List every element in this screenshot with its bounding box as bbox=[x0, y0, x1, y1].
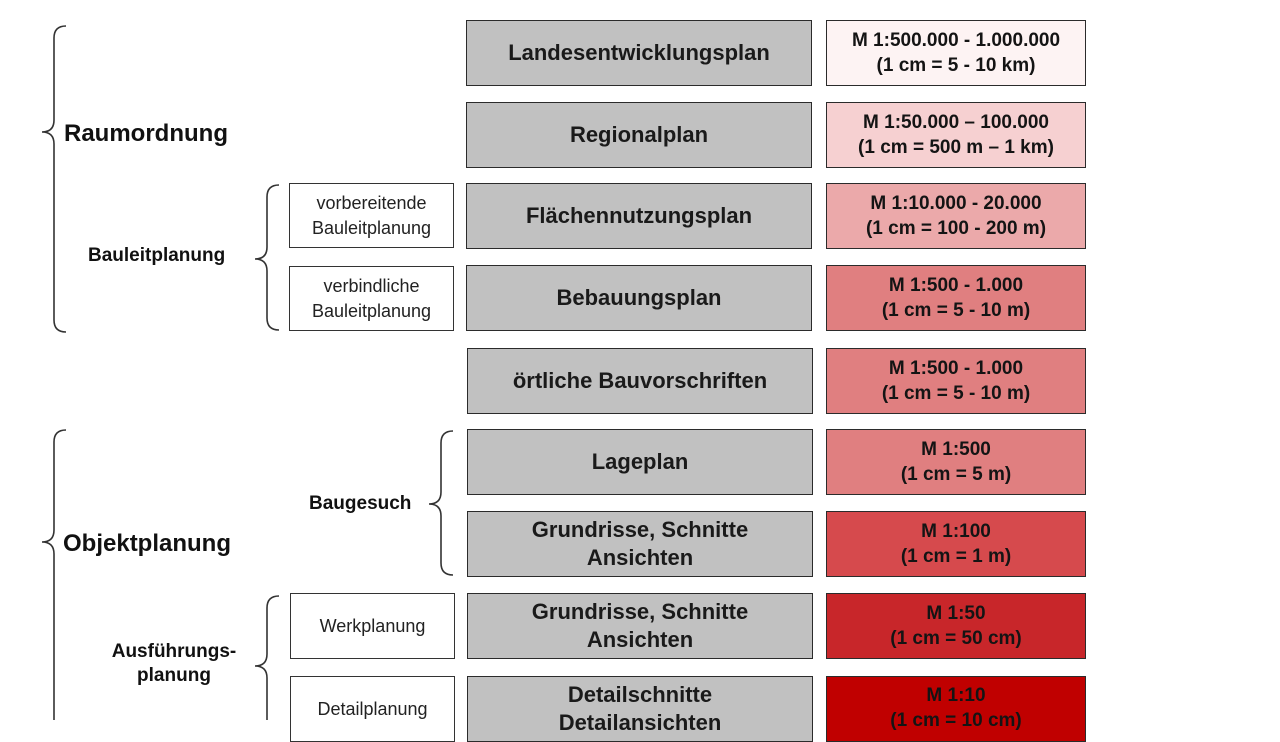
plan-box-flaechennutzungsplan: Flächennutzungsplan bbox=[466, 183, 812, 249]
vorbereitende-bauleitplanung-box: vorbereitende Bauleitplanung bbox=[289, 183, 454, 248]
scale-box-5: M 1:500 - 1.000 (1 cm = 5 - 10 m) bbox=[826, 348, 1086, 414]
ausfuehrungsplanung-brace bbox=[255, 596, 279, 720]
baugesuch-label: Baugesuch bbox=[309, 493, 412, 514]
scale-box-4: M 1:500 - 1.000 (1 cm = 5 - 10 m) bbox=[826, 265, 1086, 331]
scale-box-3: M 1:10.000 - 20.000 (1 cm = 100 - 200 m) bbox=[826, 183, 1086, 249]
plan-box-grundrisse-baugesuch: Grundrisse, Schnitte Ansichten bbox=[467, 511, 813, 577]
scale-box-2: M 1:50.000 – 100.000 (1 cm = 500 m – 1 km) bbox=[826, 102, 1086, 168]
objektplanung-brace bbox=[42, 430, 66, 720]
plan-box-detailschnitte: Detailschnitte Detailansichten bbox=[467, 676, 813, 742]
scale-box-1: M 1:500.000 - 1.000.000 (1 cm = 5 - 10 km) bbox=[826, 20, 1086, 86]
plan-box-regionalplan: Regionalplan bbox=[466, 102, 812, 168]
scale-box-9: M 1:10 (1 cm = 10 cm) bbox=[826, 676, 1086, 742]
scale-box-6: M 1:500 (1 cm = 5 m) bbox=[826, 429, 1086, 495]
plan-box-oertliche-bauvorschriften: örtliche Bauvorschriften bbox=[467, 348, 813, 414]
verbindliche-bauleitplanung-box: verbindliche Bauleitplanung bbox=[289, 266, 454, 331]
werkplanung-box: Werkplanung bbox=[290, 593, 455, 659]
bauleitplanung-brace bbox=[255, 185, 279, 330]
plan-box-landesentwicklungsplan: Landesentwicklungsplan bbox=[466, 20, 812, 86]
objektplanung-label: Objektplanung bbox=[63, 530, 231, 557]
plan-box-bebauungsplan: Bebauungsplan bbox=[466, 265, 812, 331]
raumordnung-brace bbox=[42, 26, 66, 332]
detailplanung-box: Detailplanung bbox=[290, 676, 455, 742]
baugesuch-brace bbox=[429, 431, 453, 575]
plan-box-lageplan: Lageplan bbox=[467, 429, 813, 495]
plan-box-grundrisse-werkplanung: Grundrisse, Schnitte Ansichten bbox=[467, 593, 813, 659]
ausfuehrungsplanung-label: Ausführungs- planung bbox=[111, 641, 237, 686]
bauleitplanung-label: Bauleitplanung bbox=[88, 245, 226, 266]
scale-box-7: M 1:100 (1 cm = 1 m) bbox=[826, 511, 1086, 577]
raumordnung-label: Raumordnung bbox=[64, 120, 228, 147]
scale-box-8: M 1:50 (1 cm = 50 cm) bbox=[826, 593, 1086, 659]
